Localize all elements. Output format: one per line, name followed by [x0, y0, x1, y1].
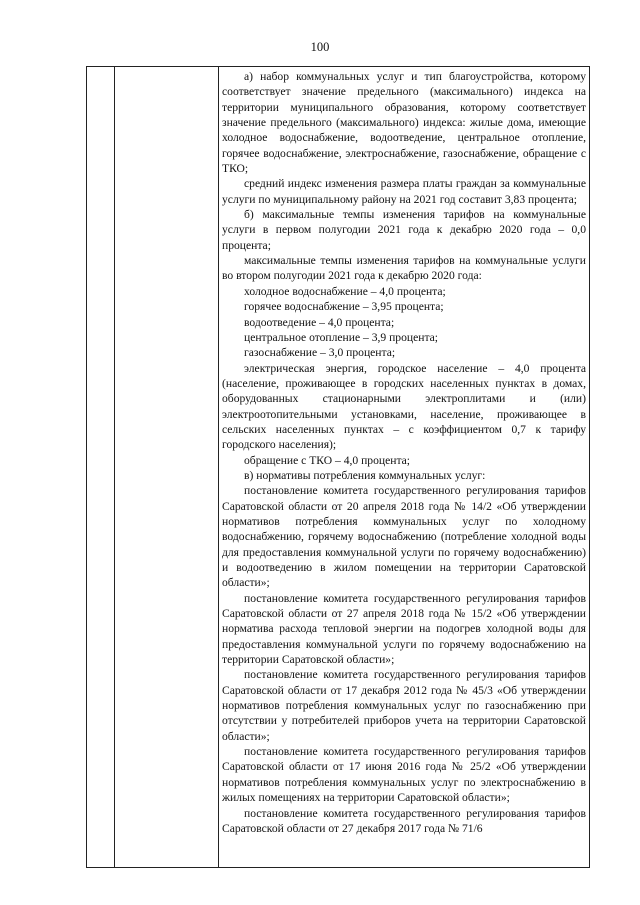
page-number: 100 — [310, 40, 330, 54]
paragraph-resolution-14-2: постановление комитета государственного регулирования тарифов Саратовской области от 20 апреля 2018 года № 14/2 «Об утверждении нормативов потребления коммунальных услуг по холодному водоснабжению, горячему водоснабжению (потребление холодной воды для предоставления коммунальной услуги по горячему водоснабжению) и водоотведению в жилом помещении на территории Саратовской области»; — [222, 484, 586, 590]
list-item-drainage: водоотведение – 4,0 процента; — [244, 315, 395, 329]
paragraph-average-index: средний индекс изменения размера платы граждан за коммунальные услуги по муниципальному району на 2021 год составит 3,83 процента; — [222, 177, 586, 206]
list-item-cold-water: холодное водоснабжение – 4,0 процента; — [244, 284, 446, 298]
document-table — [86, 66, 590, 868]
column-divider — [114, 67, 115, 867]
column-divider — [218, 67, 219, 867]
paragraph-set-a: а) набор коммунальных услуг и тип благоустройства, которому соответствует значение предельного (максимального) индекса на территории муниципального образования, которому соответствует значение предельного (максимального) индекса: жилые дома, имеющие холодное водоснабжение, водоотведение, центральное отопление, горячее водоснабжение, электроснабжение, газоснабжение, обращение с ТКО; — [222, 70, 586, 176]
list-item-hot-water: горячее водоснабжение – 3,95 процента; — [244, 300, 444, 314]
paragraph-set-c: в) нормативы потребления коммунальных услуг: — [244, 468, 486, 482]
paragraph-electricity: электрическая энергия, городское население – 4,0 процента (население, проживающее в городских населенных пунктах в домах, оборудованных стационарными электроплитами и (или) электроотопительными установками, население, проживающее в сельских населенных пунктах – с коэффициентом 0,7 к тарифу городского населения); — [222, 361, 586, 452]
paragraph-max-rates: максимальные темпы изменения тарифов на коммунальные услуги во втором полугодии 2021 года к декабрю 2020 года: — [222, 254, 586, 283]
paragraph-set-b: б) максимальные темпы изменения тарифов на коммунальные услуги в первом полугодии 2021 года к декабрю 2020 года – 0,0 процента; — [222, 208, 586, 252]
paragraph-resolution-45-3: постановление комитета государственного регулирования тарифов Саратовской области от 17 декабря 2012 года № 45/3 «Об утверждении нормативов потребления коммунальных услуг по газоснабжению при отсутствии у потребителей приборов учета на территории Саратовской области»; — [222, 668, 586, 743]
paragraph-resolution-25-2: постановление комитета государственного регулирования тарифов Саратовской области от 17 июня 2016 года № 25/2 «Об утверждении нормативов потребления коммунальных услуг по электроснабжению в жилых помещениях на территории Саратовской области»; — [222, 745, 586, 805]
list-item-gas: газоснабжение – 3,0 процента; — [244, 346, 396, 360]
paragraph-resolution-15-2: постановление комитета государственного регулирования тарифов Саратовской области от 27 апреля 2018 года № 15/2 «Об утверждении норматива расхода тепловой энергии на подогрев холодной воды для предоставления коммунальной услуги по горячему водоснабжению на территории Саратовской области»; — [222, 591, 586, 667]
list-item-heating: центральное отопление – 3,9 процента; — [244, 330, 439, 344]
list-item-waste: обращение с ТКО – 4,0 процента; — [244, 453, 411, 467]
paragraph-resolution-71-6: постановление комитета государственного регулирования тарифов Саратовской области от 27 декабря 2017 года № 71/6 — [222, 806, 586, 835]
table-cell-text — [222, 69, 586, 836]
